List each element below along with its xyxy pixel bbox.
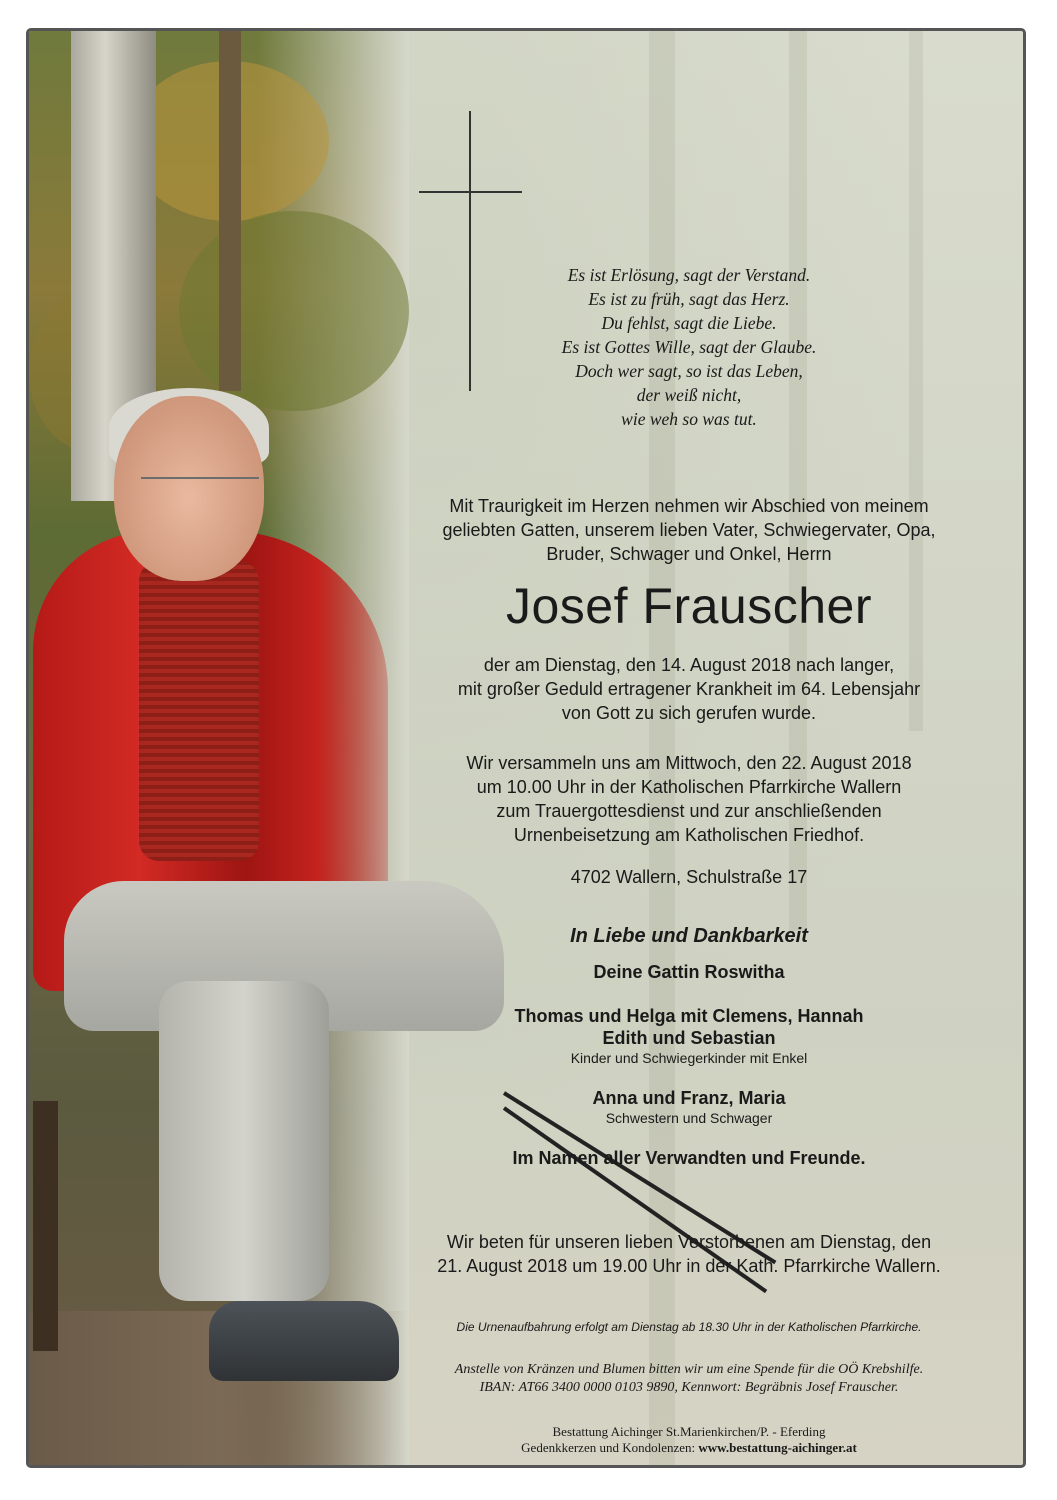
death-line: von Gott zu sich gerufen wurde. [561,703,817,723]
poem-line: Es ist Gottes Wille, sagt der Glaube. [561,337,817,357]
siblings-relation: Schwestern und Schwager [605,1110,773,1126]
intro-text [389,494,989,566]
service-line: Urnenbeisetzung am Katholischen Friedhof. [513,825,865,845]
poem-line: Es ist zu früh, sagt das Herz. [588,289,790,309]
service-line: zum Trauergottesdienst und zur anschließenden [496,801,882,821]
checkered-shirt [139,561,259,861]
family-address: 4702 Wallern, Schulstraße 17 [570,867,808,887]
donation-line: Anstelle von Kränzen und Blumen bitten wir um eine Spende für die OÖ Krebshilfe. [454,1362,924,1377]
portrait-photo [29,31,409,1465]
children-names: Thomas und Helga mit Clemens, Hannah [514,1006,864,1026]
relatives-line: Im Namen aller Verwandten und Freunde. [512,1148,866,1168]
condolence-label: Gedenkkerzen und Kondolenzen: [521,1440,699,1455]
condolence-line [389,1440,989,1456]
obituary-card [26,28,1026,1468]
prayer-line: 21. August 2018 um 19.00 Uhr in der Kath. Pfarrkirche Wallern. [437,1256,941,1276]
poem-line: wie weh so was tut. [621,409,757,429]
children-relation: Kinder und Schwiegerkinder mit Enkel [570,1050,808,1066]
siblings-names: Anna und Franz, Maria [592,1088,786,1108]
intro-line: Bruder, Schwager und Onkel, Herrn [546,544,832,564]
undertaker-info [389,1424,989,1456]
donation-note [389,1361,989,1397]
death-line: mit großer Geduld ertragener Krankheit im 64. Lebensjahr [457,679,921,699]
deceased-name: Josef Frauscher [506,578,872,634]
poem [389,263,989,431]
glasses [141,477,259,509]
service-line: Wir versammeln uns am Mittwoch, den 22. August 2018 [466,753,912,773]
poem-line: Doch wer sagt, so ist das Leben, [575,361,803,381]
death-notice [389,653,989,725]
urn-note: Die Urnenaufbahrung erfolgt am Dienstag ab 18.30 Uhr in der Katholischen Pfarrkirche. [456,1320,922,1334]
prayer-line: Wir beten für unseren lieben Verstorbenen am Dienstag, den [446,1232,932,1252]
foliage [179,211,409,411]
poem-line: Du fehlst, sagt die Liebe. [601,313,777,333]
prayer-notice [389,1230,989,1278]
intro-line: Mit Traurigkeit im Herzen nehmen wir Abschied von meinem [449,496,929,516]
service-line: um 10.00 Uhr in der Katholischen Pfarrkirche Wallern [476,777,902,797]
children-names-2: Edith und Sebastian [602,1028,776,1048]
donation-line: IBAN: AT66 3400 0000 0103 9890, Kennwort: Begräbnis Josef Frauscher. [479,1380,899,1395]
cross-icon-bar [419,191,522,193]
death-line: der am Dienstag, den 14. August 2018 nach langer, [483,655,895,675]
bench-leg [33,1101,58,1351]
website-link[interactable]: www.bestattung-aichinger.at [698,1440,857,1455]
closing-block [389,921,989,1169]
poem-line: der weiß nicht, [636,385,742,405]
poem-line: Es ist Erlösung, sagt der Verstand. [567,265,811,285]
hiking-shoe [209,1301,399,1381]
intro-line: geliebten Gatten, unserem lieben Vater, Schwiegervater, Opa, [442,520,936,540]
tree-trunk [219,31,241,391]
service-details [389,751,989,847]
trouser-leg [159,981,329,1301]
closing-phrase: In Liebe und Dankbarkeit [570,925,808,947]
undertaker-name: Bestattung Aichinger St.Marienkirchen/P. - Eferding [552,1424,826,1439]
spouse-name: Deine Gattin Roswitha [593,962,785,982]
